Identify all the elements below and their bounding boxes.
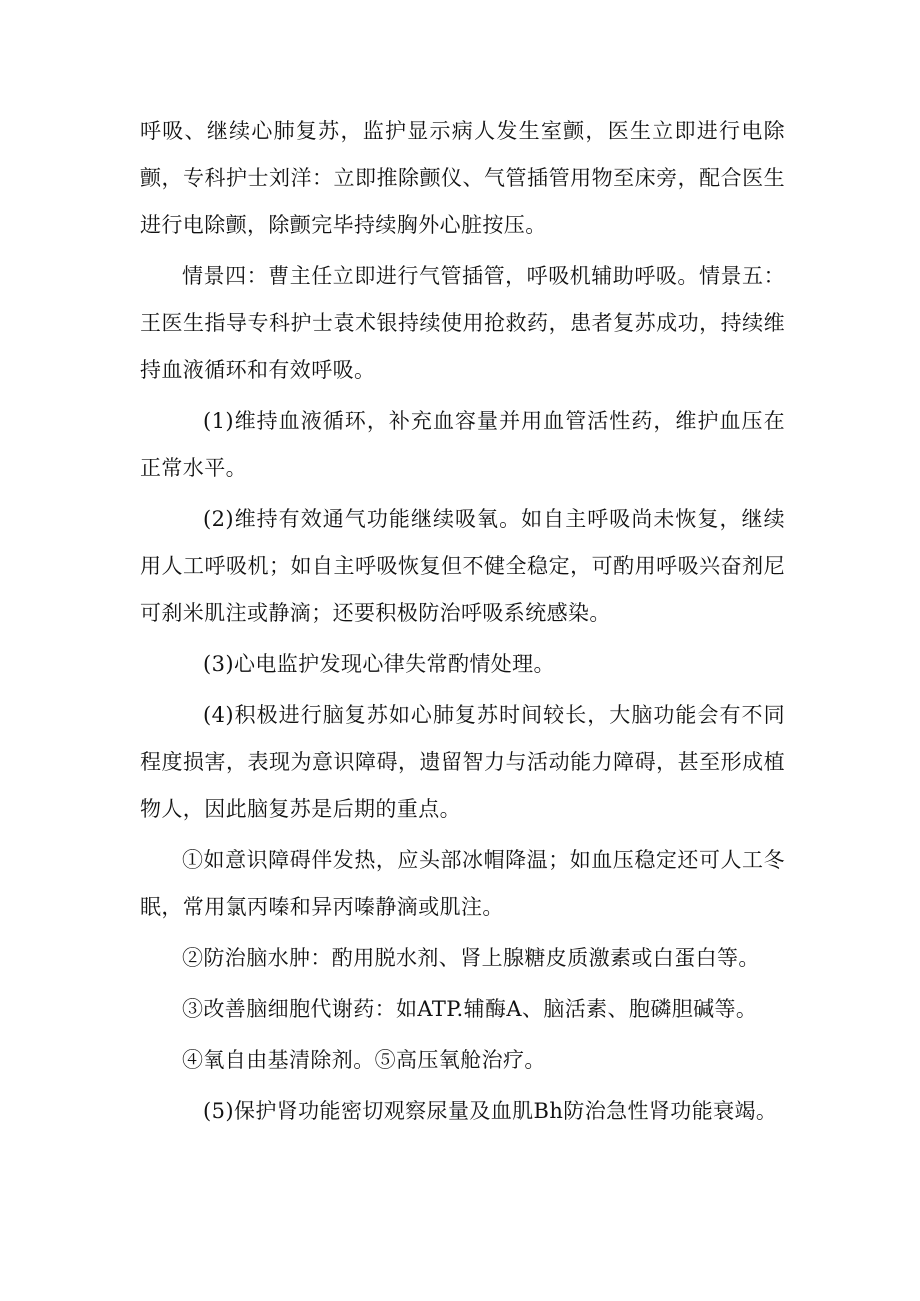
paragraph-subitem-1: ①如意识障碍伴发热，应头部冰帽降温；如血压稳定还可人工冬眠，常用氯丙嗪和异丙嗪静滴或肌注。 [140, 848, 785, 919]
document-body [140, 108, 785, 1139]
paragraph-item-1: (1)维持血液循环，补充血容量并用血管活性药，维护血压在正常水平。 [140, 409, 785, 480]
paragraph-item-5: (5)保护肾功能密切观察尿量及血肌Bh防治急性肾功能衰竭。 [203, 1099, 778, 1123]
paragraph-scenario-four-five: 情景四：曹主任立即进行气管插管，呼吸机辅助呼吸。情景五：王医生指导专科护士袁术银持续使用抢救药，患者复苏成功，持续维持血液循环和有效呼吸。 [140, 264, 785, 382]
paragraph-subitem-3: ③改善脑细胞代谢药：如ATP.辅酶A、脑活素、胞磷胆碱等。 [182, 997, 758, 1021]
paragraph-item-4: (4)积极进行脑复苏如心肺复苏时间较长，大脑功能会有不同程度损害，表现为意识障碍，遗留智力与活动能力障碍，甚至形成植物人，因此脑复苏是后期的重点。 [140, 703, 785, 821]
paragraph-subitem-2: ②防治脑水肿：酌用脱水剂、肾上腺糖皮质激素或白蛋白等。 [182, 946, 760, 970]
paragraph-defibrillation: 呼吸、继续心肺复苏，监护显示病人发生室颤，医生立即进行电除颤，专科护士刘洋：立即推除颤仪、气管插管用物至床旁，配合医生进行电除颤，除颤完毕持续胸外心脏按压。 [140, 119, 785, 237]
paragraph-item-3: (3)心电监护发现心律失常酌情处理。 [203, 652, 555, 676]
paragraph-subitem-4-5: ④氧自由基清除剂。⑤高压氧舱治疗。 [182, 1048, 546, 1072]
paragraph-item-2: (2)维持有效通气功能继续吸氧。如自主呼吸尚未恢复，继续用人工呼吸机；如自主呼吸恢复但不健全稳定，可酌用呼吸兴奋剂尼可刹米肌注或静滴；还要积极防治呼吸系统感染。 [140, 507, 785, 625]
